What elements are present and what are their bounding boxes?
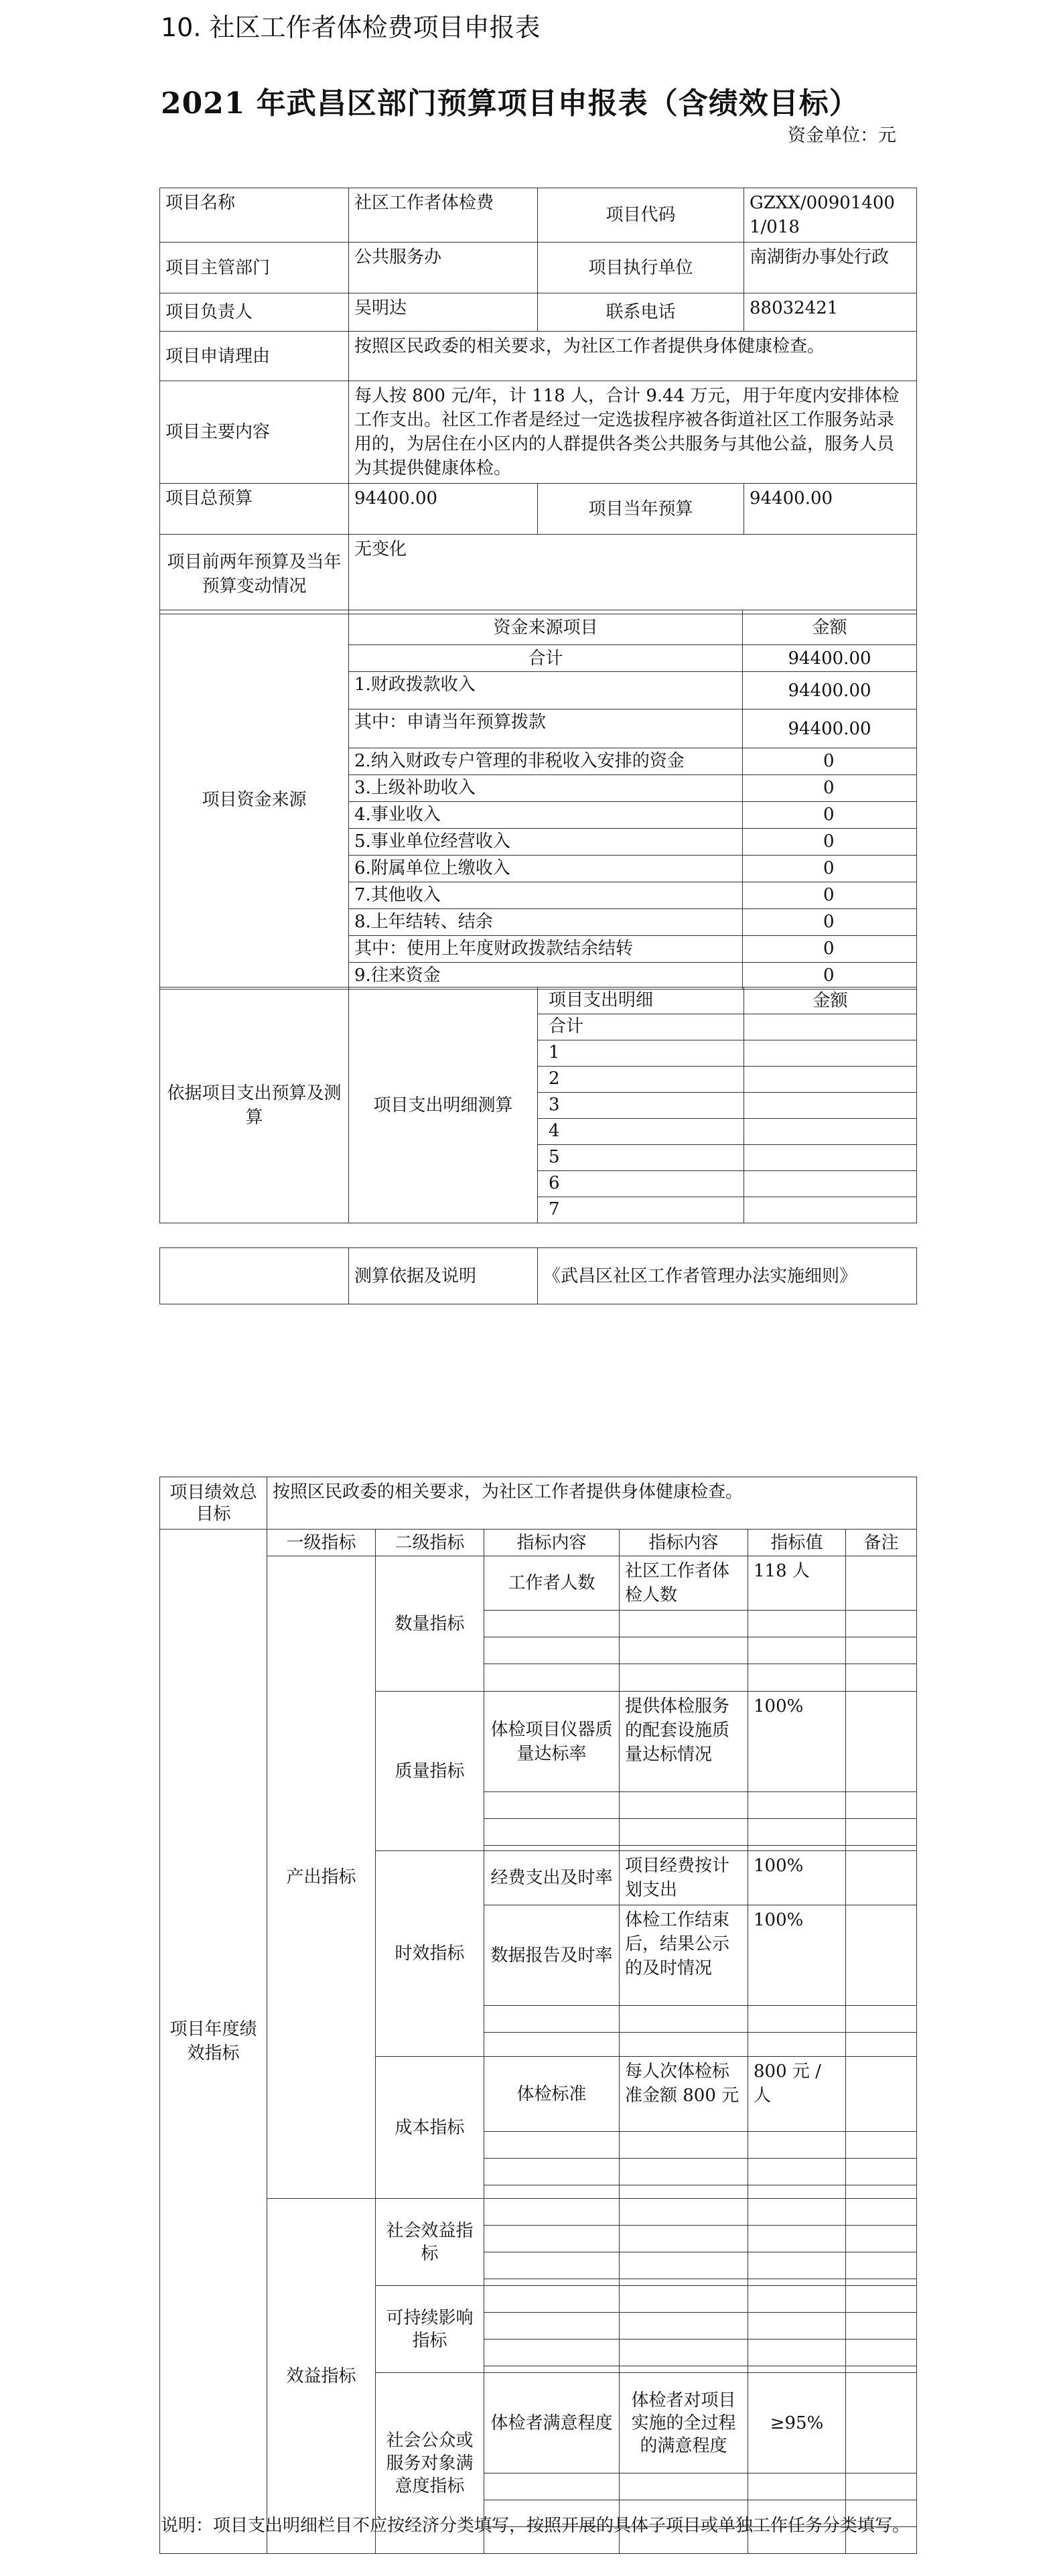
exec-unit-label: 项目执行单位 <box>538 243 744 293</box>
fund-row-item: 合计 <box>349 645 743 672</box>
fund-row-amount: 0 <box>743 856 917 882</box>
empty-cell <box>484 2286 620 2313</box>
fund-row-item: 9.往来资金 <box>349 963 743 990</box>
col-value: 指标值 <box>748 1530 846 1556</box>
budget-detail-table <box>159 987 917 1223</box>
satisfaction-content: 体检者满意程度 <box>484 2373 620 2473</box>
quantity-value: 118 人 <box>748 1556 846 1611</box>
detail-row-item: 2 <box>538 1067 744 1093</box>
fund-row-amount: 0 <box>743 936 917 963</box>
empty-cell <box>846 2340 917 2366</box>
timely-1-value: 100% <box>748 1851 846 1905</box>
detail-row-amount <box>744 1119 917 1145</box>
basis-table <box>159 1247 917 1304</box>
empty-cell <box>620 2185 748 2199</box>
col-level1: 一级指标 <box>267 1530 376 1556</box>
empty-cell <box>748 1792 846 1819</box>
empty-cell <box>748 2252 846 2279</box>
empty-cell <box>484 2132 620 2159</box>
detail-row-item: 3 <box>538 1093 744 1119</box>
fund-row-item: 其中：使用上年度财政拨款结余结转 <box>349 936 743 963</box>
cost-value: 800 元 / 人 <box>748 2057 846 2132</box>
fund-col-item: 资金来源项目 <box>349 610 743 645</box>
empty-cell <box>748 2132 846 2159</box>
basis-label: 测算依据及说明 <box>349 1248 538 1304</box>
empty-cell <box>484 2279 620 2286</box>
empty-cell <box>620 1819 748 1846</box>
quality-content: 体检项目仪器质量达标率 <box>484 1692 620 1792</box>
project-code-label: 项目代码 <box>538 188 744 243</box>
empty-cell <box>846 2366 917 2373</box>
empty-cell <box>846 2006 917 2033</box>
level2-quality: 质量指标 <box>376 1692 484 1851</box>
empty-cell <box>484 2033 620 2057</box>
basis-value: 《武昌区社区工作者管理办法实施细则》 <box>538 1248 917 1304</box>
fund-row-item: 3.上级补助收入 <box>349 775 743 802</box>
content-label: 项目主要内容 <box>160 381 349 484</box>
empty-cell <box>620 2313 748 2340</box>
quality-remark <box>846 1692 917 1792</box>
empty-cell <box>484 2199 620 2226</box>
content-value: 每人按 800 元/年，计 118 人，合计 9.44 万元，用于年度内安排体检工作支出。社区工作者是经过一定选拔程序被各街道社区工作服务站录用的，为居住在小区内的人群提供各类公共服务与其他公益，服务人员为其提供健康体检。 <box>349 381 917 484</box>
empty-cell <box>748 2006 846 2033</box>
empty-cell <box>748 2185 846 2199</box>
empty-cell <box>846 2279 917 2286</box>
empty-cell <box>484 2473 620 2500</box>
cost-content: 体检标准 <box>484 2057 620 2132</box>
empty-cell <box>620 2252 748 2279</box>
quality-value: 100% <box>748 1692 846 1792</box>
empty-cell <box>748 1611 846 1637</box>
year-budget-value: 94400.00 <box>744 484 917 535</box>
empty-cell <box>748 2199 846 2226</box>
phone-value: 88032421 <box>744 293 917 332</box>
fund-row-item: 4.事业收入 <box>349 802 743 829</box>
empty-cell <box>748 2033 846 2057</box>
level2-social: 社会效益指标 <box>376 2199 484 2286</box>
year-budget-label: 项目当年预算 <box>538 484 744 535</box>
detail-row-item: 5 <box>538 1145 744 1171</box>
empty-cell <box>846 1819 917 1846</box>
empty-cell <box>620 2366 748 2373</box>
empty-cell <box>748 2286 846 2313</box>
level2-timeliness: 时效指标 <box>376 1851 484 2057</box>
detail-row-item: 合计 <box>538 1014 744 1040</box>
project-name-label: 项目名称 <box>160 188 349 243</box>
section-header-suffix: 项目申报表 <box>413 13 541 42</box>
empty-cell <box>484 1819 620 1846</box>
satisfaction-desc: 体检者对项目实施的全过程的满意程度 <box>620 2373 748 2473</box>
fund-source-label: 项目资金来源 <box>160 610 349 990</box>
empty-cell <box>620 1637 748 1664</box>
empty-cell <box>484 2159 620 2185</box>
project-name-value: 社区工作者体检费 <box>349 188 538 243</box>
performance-table <box>159 1477 917 2554</box>
empty-cell <box>748 1637 846 1664</box>
dept-value: 公共服务办 <box>349 243 538 293</box>
empty-cell <box>620 1664 748 1692</box>
empty-cell <box>620 2286 748 2313</box>
empty-cell <box>748 2279 846 2286</box>
empty-cell <box>620 1611 748 1637</box>
timely-2-value: 100% <box>748 1905 846 2006</box>
detail-row-item: 7 <box>538 1197 744 1223</box>
empty-cell <box>484 2006 620 2033</box>
change-label: 项目前两年预算及当年预算变动情况 <box>160 535 349 614</box>
quality-desc: 提供体检服务的配套设施质量达标情况 <box>620 1692 748 1792</box>
owner-label: 项目负责人 <box>160 293 349 332</box>
phone-label: 联系电话 <box>538 293 744 332</box>
detail-row-amount <box>744 1040 917 1067</box>
fund-row-amount: 0 <box>743 802 917 829</box>
col-content-2: 指标内容 <box>620 1530 748 1556</box>
timely-2-desc: 体检工作结束后，结果公示的及时情况 <box>620 1905 748 2006</box>
fund-col-amount: 金额 <box>743 610 917 645</box>
basis-empty-cell <box>160 1248 349 1304</box>
total-budget-label: 项目总预算 <box>160 484 349 535</box>
fund-row-amount: 0 <box>743 775 917 802</box>
level2-cost: 成本指标 <box>376 2057 484 2199</box>
empty-cell <box>484 2340 620 2366</box>
fund-row-amount: 94400.00 <box>743 672 917 709</box>
budget-basis-label: 依据项目支出预算及测算 <box>160 988 349 1223</box>
empty-cell <box>484 2252 620 2279</box>
empty-cell <box>484 2366 620 2373</box>
satisfaction-remark <box>846 2373 917 2473</box>
fund-source-table <box>159 610 917 990</box>
empty-cell <box>484 2185 620 2199</box>
quantity-content: 工作者人数 <box>484 1556 620 1611</box>
col-level2: 二级指标 <box>376 1530 484 1556</box>
empty-cell <box>748 2159 846 2185</box>
fund-row-item: 7.其他收入 <box>349 882 743 909</box>
empty-cell <box>846 2252 917 2279</box>
owner-value: 吴明达 <box>349 293 538 332</box>
quantity-remark <box>846 1556 917 1611</box>
empty-cell <box>846 1637 917 1664</box>
empty-cell <box>620 2006 748 2033</box>
detail-row-amount <box>744 1067 917 1093</box>
empty-cell <box>620 2132 748 2159</box>
level1-output: 产出指标 <box>267 1556 376 2199</box>
empty-cell <box>846 2132 917 2159</box>
empty-cell <box>620 1846 748 1851</box>
level2-quantity: 数量指标 <box>376 1556 484 1692</box>
empty-cell <box>620 1792 748 1819</box>
level2-sustain: 可持续影响指标 <box>376 2286 484 2373</box>
timely-2-remark <box>846 1905 917 2006</box>
dept-label: 项目主管部门 <box>160 243 349 293</box>
currency-unit: 资金单位：元 <box>788 125 896 146</box>
reason-value: 按照区民政委的相关要求，为社区工作者提供身体健康检查。 <box>349 332 917 381</box>
empty-cell <box>484 1611 620 1637</box>
fund-row-amount: 0 <box>743 909 917 936</box>
perf-goal-value: 按照区民政委的相关要求，为社区工作者提供身体健康检查。 <box>267 1477 917 1530</box>
fund-row-item: 8.上年结转、结余 <box>349 909 743 936</box>
detail-row-amount <box>744 1093 917 1119</box>
perf-goal-label: 项目绩效总目标 <box>160 1477 267 1530</box>
fund-row-item: 其中：申请当年预算拨款 <box>349 709 743 748</box>
empty-cell <box>846 2185 917 2199</box>
empty-cell <box>748 2340 846 2366</box>
fund-row-amount: 0 <box>743 963 917 990</box>
detail-row-item: 6 <box>538 1171 744 1197</box>
empty-cell <box>748 1664 846 1692</box>
empty-cell <box>748 2226 846 2252</box>
page-title: 2021 年武昌区部门预算项目申报表（含绩效目标） <box>161 86 859 121</box>
budget-detail-label: 项目支出明细测算 <box>349 988 538 1223</box>
timely-1-desc: 项目经费按计划支出 <box>620 1851 748 1905</box>
cost-desc: 每人次体检标准金额 800 元 <box>620 2057 748 2132</box>
empty-cell <box>748 2473 846 2500</box>
empty-cell <box>620 2473 748 2500</box>
fund-row-item: 6.附属单位上缴收入 <box>349 856 743 882</box>
level2-satisfaction: 社会公众或服务对象满意度指标 <box>376 2373 484 2554</box>
empty-cell <box>846 1792 917 1819</box>
empty-cell <box>846 2199 917 2226</box>
project-code-value: GZXX/009014001/018 <box>744 188 917 243</box>
empty-cell <box>620 2033 748 2057</box>
empty-cell <box>748 1819 846 1846</box>
detail-row-item: 4 <box>538 1119 744 1145</box>
empty-cell <box>484 1637 620 1664</box>
detail-col-amount: 金额 <box>744 988 917 1014</box>
empty-cell <box>748 2313 846 2340</box>
empty-cell <box>484 2226 620 2252</box>
empty-cell <box>846 1846 917 1851</box>
reason-label: 项目申请理由 <box>160 332 349 381</box>
empty-cell <box>846 2159 917 2185</box>
empty-cell <box>846 2313 917 2340</box>
section-header-name: 10. 社区工作者体检费 <box>161 13 413 42</box>
detail-row-amount <box>744 1145 917 1171</box>
empty-cell <box>846 2033 917 2057</box>
fund-row-item: 2.纳入财政专户管理的非税收入安排的资金 <box>349 748 743 775</box>
empty-cell <box>846 2473 917 2500</box>
fund-row-amount: 94400.00 <box>743 709 917 748</box>
detail-row-amount <box>744 1197 917 1223</box>
empty-cell <box>484 1664 620 1692</box>
total-budget-value: 94400.00 <box>349 484 538 535</box>
exec-unit-value: 南湖街办事处行政 <box>744 243 917 293</box>
timely-1-remark <box>846 1851 917 1905</box>
col-content: 指标内容 <box>484 1530 620 1556</box>
timely-2-content: 数据报告及时率 <box>484 1905 620 2006</box>
footnote: 说明：项目支出明细栏目不应按经济分类填写，按照开展的具体子项目或单独工作任务分类填写。 <box>161 2516 910 2536</box>
fund-row-amount: 94400.00 <box>743 645 917 672</box>
empty-cell <box>748 2366 846 2373</box>
fund-row-item: 5.事业单位经营收入 <box>349 829 743 856</box>
fund-row-item: 1.财政拨款收入 <box>349 672 743 709</box>
perf-annual-label: 项目年度绩效指标 <box>160 1530 267 2554</box>
empty-cell <box>484 2313 620 2340</box>
detail-col-item: 项目支出明细 <box>538 988 744 1014</box>
detail-row-amount <box>744 1014 917 1040</box>
timely-1-content: 经费支出及时率 <box>484 1851 620 1905</box>
empty-cell <box>846 2286 917 2313</box>
section-header <box>161 7 541 44</box>
detail-row-item: 1 <box>538 1040 744 1067</box>
empty-cell <box>620 2199 748 2226</box>
fund-row-amount: 0 <box>743 829 917 856</box>
empty-cell <box>484 1846 620 1851</box>
application-table <box>159 188 917 614</box>
quantity-desc: 社区工作者体检人数 <box>620 1556 748 1611</box>
empty-cell <box>620 2159 748 2185</box>
cost-remark <box>846 2057 917 2132</box>
empty-cell <box>846 1664 917 1692</box>
empty-cell <box>846 2226 917 2252</box>
satisfaction-value: ≥95% <box>748 2373 846 2473</box>
change-value: 无变化 <box>349 535 917 614</box>
fund-row-amount: 0 <box>743 882 917 909</box>
level1-benefit: 效益指标 <box>267 2199 376 2554</box>
empty-cell <box>620 2279 748 2286</box>
empty-cell <box>748 1846 846 1851</box>
empty-cell <box>484 1792 620 1819</box>
empty-cell <box>846 1611 917 1637</box>
detail-row-amount <box>744 1171 917 1197</box>
empty-cell <box>620 2340 748 2366</box>
col-remark: 备注 <box>846 1530 917 1556</box>
empty-cell <box>620 2226 748 2252</box>
fund-row-amount: 0 <box>743 748 917 775</box>
